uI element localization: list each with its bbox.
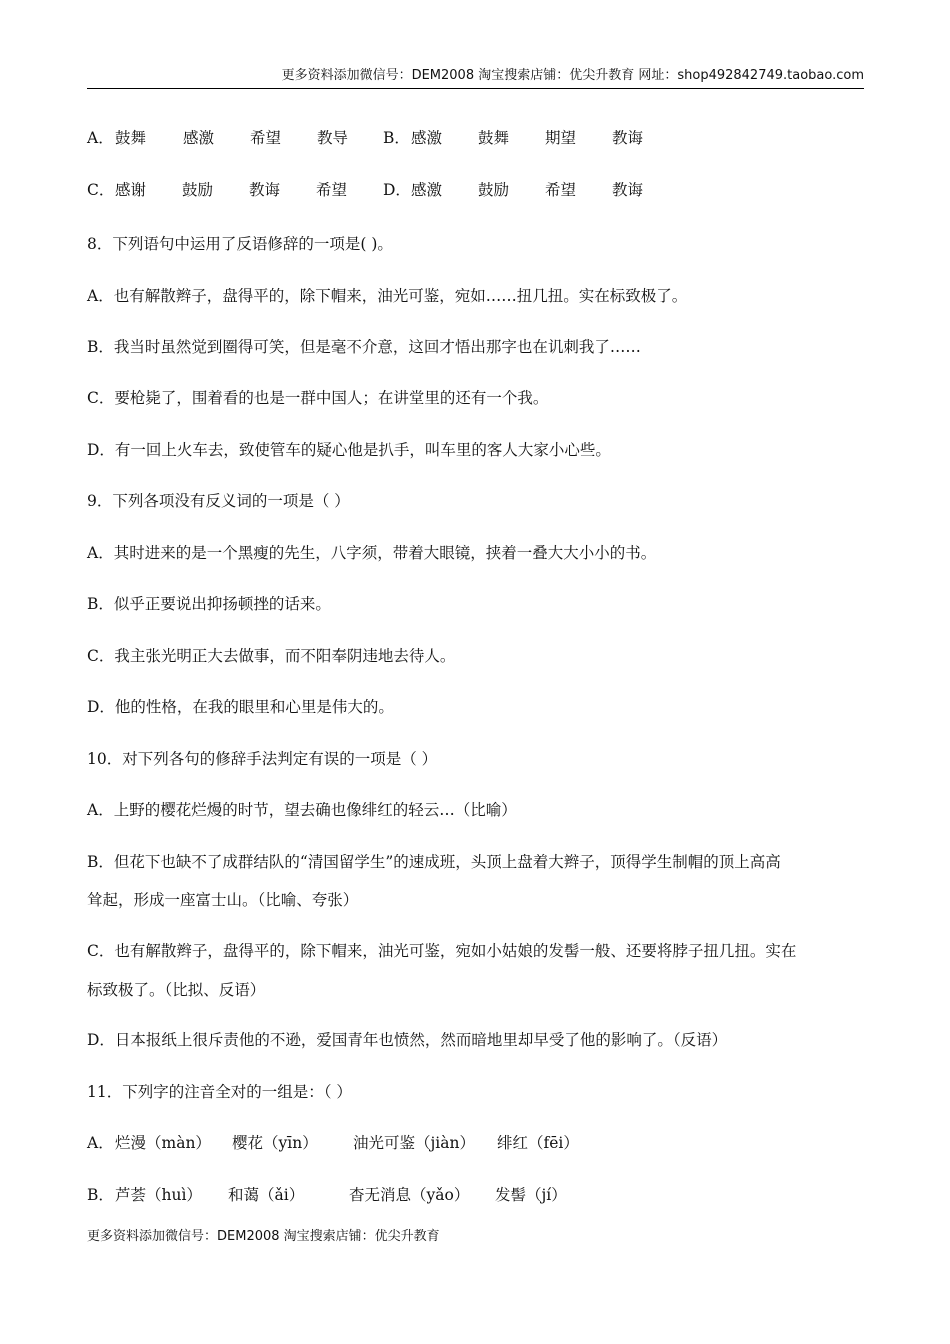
- q11-option-b-label: B．: [87, 1186, 114, 1204]
- q10-option-d: D．日本报纸上很斥责他的不逊，爱国青年也愤然，然而暗地里却早受了他的影响了。（反语）: [87, 1031, 728, 1049]
- q11-option-b: [87, 1184, 864, 1206]
- q10-option-c-line-2: 标致极了。（比拟、反语）: [87, 981, 266, 999]
- q9-option-c: C．我主张光明正大去做事，而不阳奉阴违地去待人。: [87, 647, 456, 665]
- q9-option-b: B．似乎正要说出抑扬顿挫的话来。: [87, 595, 331, 613]
- q7-option-d-word-3: 希望: [545, 181, 577, 199]
- q10-option-b-line-2: 耸起，形成一座富士山。（比喻、夸张）: [87, 891, 359, 909]
- page-header: 更多资料添加微信号：DEM2008 淘宝搜索店铺：优尖升教育 网址：shop492842749.taobao.com: [281, 68, 864, 83]
- q7-option-a-word-4: 教导: [317, 129, 349, 147]
- q7-option-d-label: D．: [383, 181, 411, 199]
- header-divider: [87, 88, 864, 89]
- q9-option-d: D．他的性格，在我的眼里和心里是伟大的。: [87, 698, 394, 716]
- q7-options-row-ab: [87, 127, 864, 149]
- q10-option-a: A．上野的樱花烂熳的时节，望去确也像绯红的轻云…（比喻）: [87, 801, 517, 819]
- q7-option-d-word-1: 感激: [411, 181, 443, 199]
- q8-option-d: D．有一回上火车去，致使管车的疑心他是扒手，叫车里的客人大家小心些。: [87, 441, 611, 459]
- q7-option-a-word-3: 希望: [250, 129, 282, 147]
- q7-option-c-word-2: 鼓励: [182, 181, 214, 199]
- q11-option-b-item-3: 杳无消息（yǎo）: [349, 1186, 470, 1204]
- page-footer: 更多资料添加微信号：DEM2008 淘宝搜索店铺：优尖升教育: [87, 1229, 440, 1244]
- q7-option-b-word-3: 期望: [545, 129, 577, 147]
- q7-option-c-word-3: 教诲: [249, 181, 281, 199]
- q8-option-b: B．我当时虽然觉到圈得可笑，但是毫不介意，这回才悟出那字也在讥刺我了……: [87, 338, 641, 356]
- q7-option-d-word-4: 教诲: [612, 181, 644, 199]
- q7-option-c-word-1: 感谢: [115, 181, 147, 199]
- q10-option-b-line-1: B．但花下也缺不了成群结队的“清国留学生”的速成班，头顶上盘着大辫子，顶得学生制帽的顶上高高: [87, 853, 781, 871]
- q8-stem: 8．下列语句中运用了反语修辞的一项是( )。: [87, 235, 393, 253]
- q9-option-a: A．其时进来的是一个黑瘦的先生，八字须，带着大眼镜，挟着一叠大大小小的书。: [87, 544, 657, 562]
- q11-option-a-item-4: 绯红（fēi）: [497, 1134, 579, 1152]
- q11-option-b-item-1: 芦荟（huì）: [115, 1186, 202, 1204]
- q7-option-a-word-1: 鼓舞: [115, 129, 147, 147]
- q11-option-a: [87, 1132, 864, 1154]
- q10-option-c-line-1: C．也有解散辫子，盘得平的，除下帽来，油光可鉴，宛如小姑娘的发髻一般、还要将脖子扭几扭。实在: [87, 942, 797, 960]
- q7-option-b-word-1: 感激: [411, 129, 443, 147]
- q7-options-row-cd: [87, 179, 864, 201]
- q7-option-a-word-2: 感激: [183, 129, 215, 147]
- q11-option-a-item-3: 油光可鉴（jiàn）: [353, 1134, 475, 1152]
- q8-option-c: C．要枪毙了，围着看的也是一群中国人；在讲堂里的还有一个我。: [87, 389, 549, 407]
- q8-option-a: A．也有解散辫子，盘得平的，除下帽来，油光可鉴，宛如……扭几扭。实在标致极了。: [87, 287, 688, 305]
- q7-option-c-label: C．: [87, 181, 115, 199]
- q7-option-a-label: A．: [87, 129, 114, 147]
- q11-stem: 11．下列字的注音全对的一组是：（ ）: [87, 1083, 352, 1101]
- q11-option-b-item-4: 发髻（jí）: [495, 1186, 567, 1204]
- q9-stem: 9．下列各项没有反义词的一项是（ ）: [87, 492, 350, 510]
- q7-option-b-word-4: 教诲: [612, 129, 644, 147]
- q7-option-c-word-4: 希望: [316, 181, 348, 199]
- q11-option-a-label: A．: [87, 1134, 114, 1152]
- q11-option-a-item-1: 烂漫（màn）: [115, 1134, 211, 1152]
- q7-option-d-word-2: 鼓励: [478, 181, 510, 199]
- q10-stem: 10．对下列各句的修辞手法判定有误的一项是（ ）: [87, 750, 438, 768]
- q7-option-b-label: B．: [383, 129, 410, 147]
- q7-option-b-word-2: 鼓舞: [478, 129, 510, 147]
- q11-option-a-item-2: 樱花（yīn）: [232, 1134, 318, 1152]
- q11-option-b-item-2: 和蔼（ǎi）: [228, 1186, 305, 1204]
